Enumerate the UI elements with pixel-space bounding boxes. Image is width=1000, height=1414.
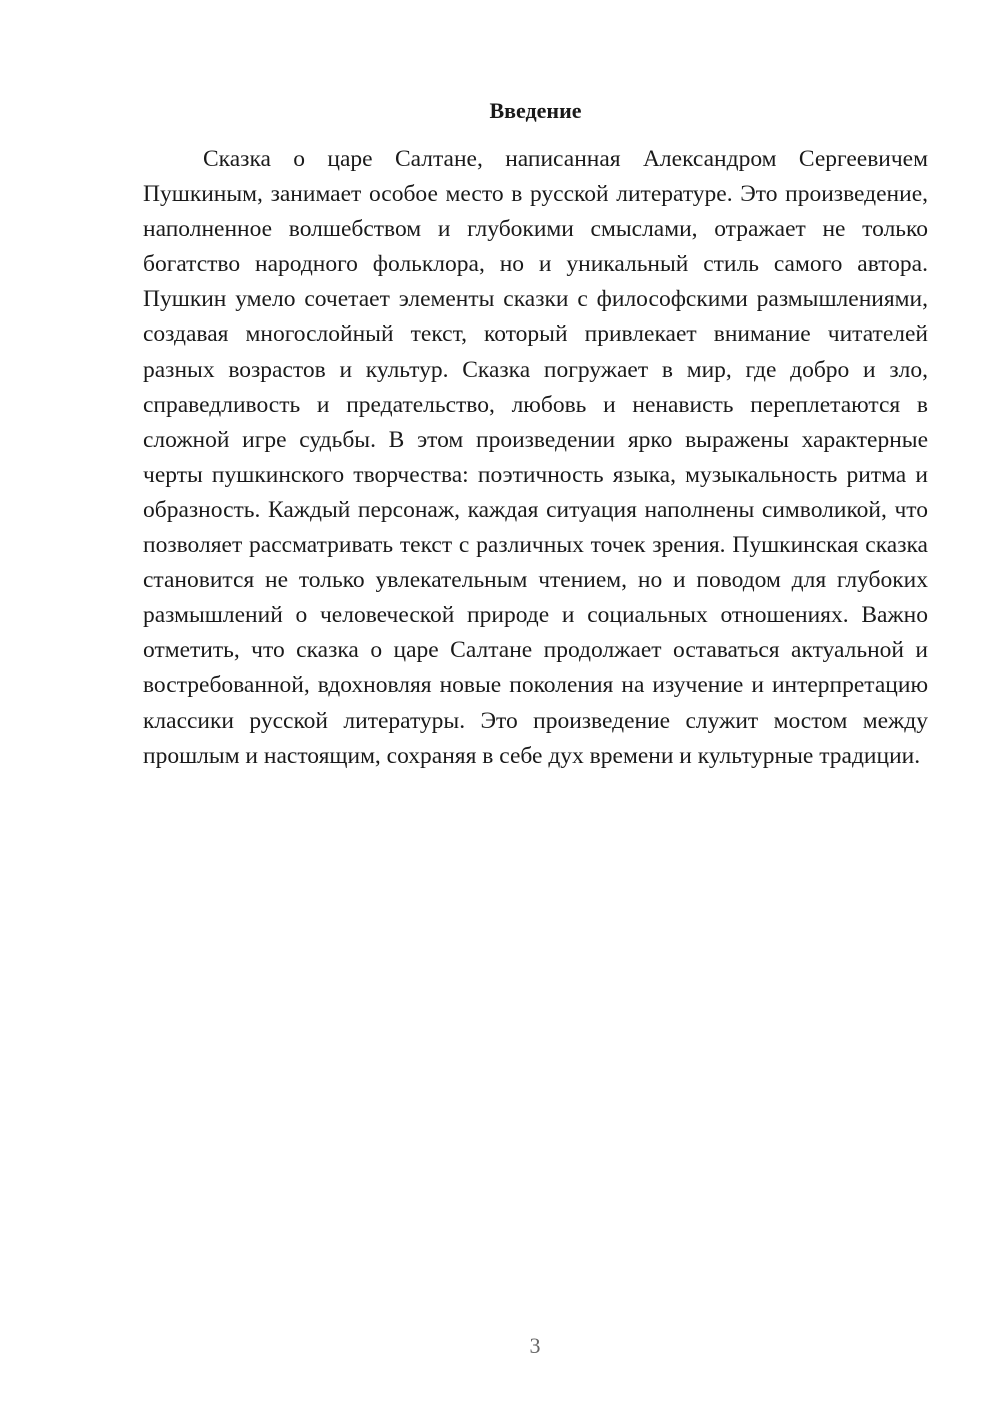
section-heading: Введение [489,98,582,123]
page-number: 3 [529,1333,541,1358]
body-paragraph: Сказка о царе Салтане, написанная Александром Сергеевичем Пушкиным, занимает особое место в русской литературе. Это произведение, наполненное волшебством и глубокими смыслами, отражает не только богатство народного фольклора, но и уникальный стиль самого автора. Пушкин умело сочетает элементы сказки с философскими размышлениями, создавая многослойный текст, который привлекает внимание читателей разных возрастов и культур. Сказка погружает в мир, где добро и зло, справедливость и предательство, любовь и ненависть переплетаются в сложной игре судьбы. В этом произведении ярко выражены характерные черты пушкинского творчества: поэтичность языка, музыкальность ритма и образность. Каждый персонаж, каждая ситуация наполнены символикой, что позволяет рассматривать текст с различных точек зрения. Пушкинская сказка становится не только увлекательным чтением, но и поводом для глубоких размышлений о человеческой природе и социальных отношениях. Важно отметить, что сказка о царе Салтане продолжает оставаться актуальной и востребованной, вдохновляя новые поколения на изучение и интерпретацию классики русской литературы. Это произведение служит мостом между прошлым и настоящим, сохраняя в себе дух времени и культурные традиции. [143,146,928,769]
